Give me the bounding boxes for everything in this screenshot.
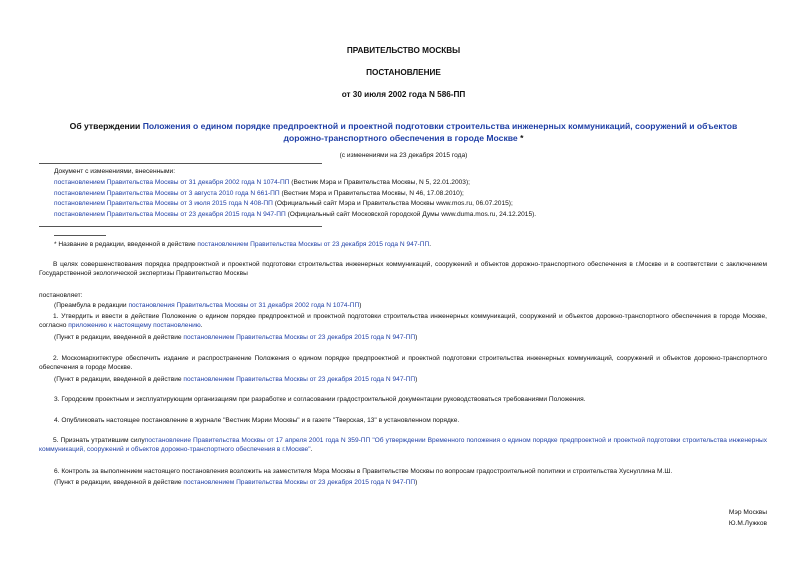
document-title-line2	[0, 132, 807, 144]
amendment-link[interactable]: постановлением Правительства Москвы от 3 августа 2010 года N 661-ПП	[54, 190, 280, 197]
note-end: )	[415, 334, 418, 341]
point-2: 2. Москомархитектуре обеспечить издание и распространение Положения о едином порядке предпроектной и проектной подготовки строительства инженерных коммуникаций, сооружений и объектов дорожно-транспортного обеспечения в городе Москве.	[39, 355, 767, 371]
edition-link[interactable]: постановлением Правительства Москвы от 23 декабря 2015 года N 947-ПП	[183, 479, 416, 486]
amendment-source: (Официальный сайт Московской городской Думы www.duma.mos.ru, 24.12.2015).	[285, 211, 537, 218]
repealed-link[interactable]: постановление Правительства Москвы от 17 апреля 2001 года N 359-ПП "Об утверждении Временного положения о едином порядке предпроектной и проектной подготовки строительства инженерных коммуникаций, сооружений и объектов дорожно-транспортного обеспечения в г.Москве"	[39, 437, 767, 453]
doc-date-number: от 30 июля 2002 года N 586-ПП	[341, 90, 466, 99]
note-text: (Пункт в редакции, введенной в действие	[54, 376, 184, 383]
amendments-intro: Документ с изменениями, внесенными:	[54, 168, 176, 175]
point-1	[39, 312, 767, 330]
footnote-text: * Название в редакции, введенной в действие	[54, 241, 198, 248]
appendix-link[interactable]: приложению к настоящему постановлению	[68, 322, 201, 329]
amendment-link[interactable]: постановлением Правительства Москвы от 23 декабря 2015 года N 947-ПП	[54, 211, 286, 218]
amendment-item	[54, 199, 513, 208]
amendment-source: (Вестник Мэра и Правительства Москвы, N 5, 22.01.2003);	[289, 179, 470, 186]
point-6: 6. Контроль за выполнением настоящего постановления возложить на заместителя Мэра Москвы в Правительстве Москвы по вопросам градостроительной политики и строительства Хуснуллина М.Ш.	[54, 468, 673, 475]
separator-bottom	[39, 226, 322, 227]
point-text: 5. Признать утратившим силу	[53, 437, 145, 444]
title-suffix: *	[517, 133, 524, 143]
footnote-end: .	[429, 241, 432, 248]
point-3: 3. Городским проектным и эксплуатирующим организациям при разработке и согласовании градостроительной документации руководствоваться требованиями Положения.	[54, 396, 586, 403]
point-end: .	[310, 446, 313, 453]
preamble-note	[54, 301, 361, 310]
edition-link[interactable]: постановлением Правительства Москвы от 23 декабря 2015 года N 947-ПП	[183, 376, 416, 383]
resolves-label: постановляет:	[39, 292, 83, 299]
amendment-item	[54, 210, 536, 219]
government-heading: ПРАВИТЕЛЬСТВО МОСКВЫ	[346, 46, 461, 55]
footnote	[54, 240, 431, 249]
title-prefix: Об утверждении	[69, 121, 143, 131]
preamble: В целях совершенствования порядка предпроектной и проектной подготовки строительства инженерных коммуникаций, сооружений и объектов дорожно-транспортного обеспечения в г.Москве и в соответствии с заключением Государственной экологической экспертизы Правительство Москвы	[39, 261, 767, 277]
edition-link[interactable]: постановлением Правительства Москвы от 23 декабря 2015 года N 947-ПП	[183, 334, 416, 341]
amendment-link[interactable]: постановлением Правительства Москвы от 31 декабря 2002 года N 1074-ПП	[54, 179, 290, 186]
point-text: 1. Утвердить и ввести в действие Положение о едином порядке предпроектной и проектной подготовки строительства инженерных коммуникаций, сооружений и объектов дорожно-транспортного обеспечения в городе Москве, согласно	[39, 313, 767, 329]
edition-note	[54, 375, 417, 384]
amendment-link[interactable]: постановлением Правительства Москвы от 3 июля 2015 года N 408-ПП	[54, 200, 273, 207]
edition-note	[54, 333, 417, 342]
point-end: .	[200, 322, 203, 329]
doc-type-heading: ПОСТАНОВЛЕНИЕ	[366, 68, 441, 77]
footnote-rule	[54, 235, 106, 236]
note-link[interactable]: постановления Правительства Москвы от 31 декабря 2002 года N 1074-ПП	[128, 302, 360, 309]
note-end: )	[359, 302, 362, 309]
amendment-item	[54, 178, 470, 187]
footnote-link[interactable]: постановлением Правительства Москвы от 23 декабря 2015 года N 947-ПП	[197, 241, 430, 248]
document-title	[0, 120, 807, 132]
revision-note: (с изменениями на 23 декабря 2015 года)	[339, 152, 468, 159]
separator-top	[39, 163, 322, 164]
signature-name: Ю.М.Лужков	[728, 520, 767, 527]
point-4: 4. Опубликовать настоящее постановление в журнале "Вестник Мэрии Москвы" и в газете "Тверская, 13" в установленном порядке.	[54, 417, 460, 424]
title-link[interactable]: Положения о едином порядке предпроектной и проектной подготовки строительства инженерных коммуникаций, сооружений и объектов	[142, 121, 738, 131]
title-link-line2[interactable]: дорожно-транспортного обеспечения в городе Москве	[283, 133, 518, 143]
amendment-item	[54, 189, 464, 198]
amendment-source: (Официальный сайт Мэра и Правительства Москвы www.mos.ru, 06.07.2015);	[272, 200, 513, 207]
note-text: (Пункт в редакции, введенной в действие	[54, 334, 184, 341]
note-end: )	[415, 376, 418, 383]
edition-note	[54, 478, 417, 487]
amendment-source: (Вестник Мэра и Правительства Москвы, N 46, 17.08.2010);	[279, 190, 464, 197]
note-text: (Преамбула в редакции	[54, 302, 129, 309]
note-end: )	[415, 479, 418, 486]
signature-position: Мэр Москвы	[728, 509, 767, 516]
note-text: (Пункт в редакции, введенной в действие	[54, 479, 184, 486]
point-5	[39, 436, 767, 454]
